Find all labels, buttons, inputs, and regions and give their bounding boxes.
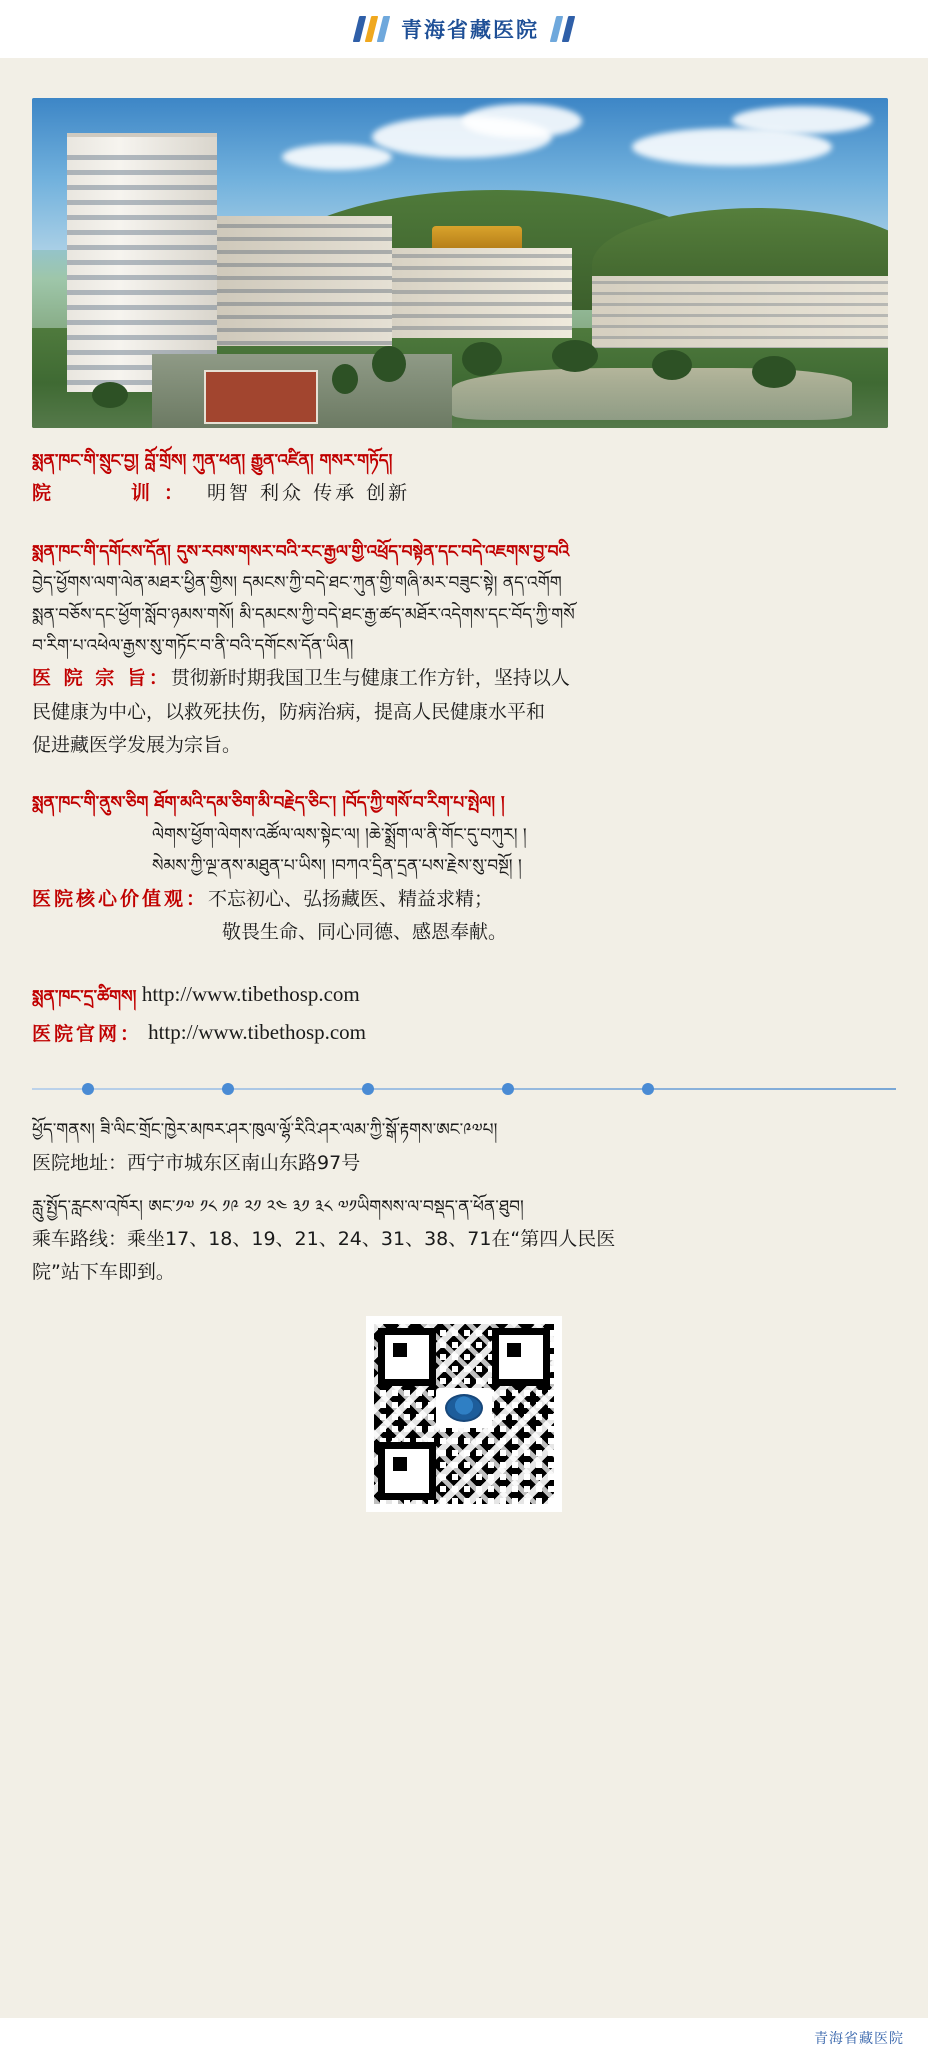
tree-shape xyxy=(332,364,358,394)
motto-value: 明智 利众 传承 创新 xyxy=(207,482,411,505)
tree-shape xyxy=(552,340,598,372)
tree-shape xyxy=(462,342,502,376)
bar-blue-icon xyxy=(353,16,366,42)
purpose-tibetan-line: བ་རིག་པ་འཕེལ་རྒྱས་སུ་གཏོང་བ་ནི་བའི་དགོངས་དོན་ཡིན། xyxy=(32,636,354,656)
motto-tibetan: སྨན་ཁང་གི་སྲུང་བྱ། བློ་གྲོས། ཀུན་ཕན། རྒྱུན་འཛིན། གསར་གཏོད། xyxy=(32,451,393,471)
tree-shape xyxy=(92,382,128,408)
website-url-link[interactable]: http://www.tibethosp.com xyxy=(148,1019,367,1044)
purpose-tibetan-line: སྨན་ཁང་གི་དགོངས་དོན། དུས་རབས་གསར་བའི་རང་རྒྱལ་གྱི་འཕྲོད་བསྟེན་དང་བདེ་འཇགས་བྱ་བའི xyxy=(32,541,570,562)
core-values-tibetan xyxy=(32,788,896,882)
cloud-shape xyxy=(462,104,582,138)
qr-finder-icon xyxy=(492,1328,550,1386)
mid-building xyxy=(217,216,392,346)
content-sheet xyxy=(0,58,928,2018)
hospital-logo-icon xyxy=(445,1394,483,1422)
tree-shape xyxy=(372,346,406,382)
purpose-cn xyxy=(32,662,896,762)
website-label: 医院官网： xyxy=(32,1022,143,1045)
bus-route-value-line: 院”站下车即到。 xyxy=(32,1261,175,1284)
golden-roof xyxy=(432,226,522,250)
page-footer xyxy=(0,2018,928,2058)
sports-court xyxy=(204,370,318,424)
bar-blue-icon xyxy=(562,16,575,42)
core-values-value-line: 不忘初心、弘扬藏医、精益求精； xyxy=(208,887,494,910)
website-block xyxy=(32,975,896,1051)
core-values-tibetan-line: ལེགས་ཕྱོག་ལེགས་འཚོལ་ལས་སྟེང་ལ། །ཆེ་སྨྲོག་ལ་ནི་གོང་དུ་བཀུར། ། xyxy=(152,824,527,845)
core-values-label: 医院核心价值观： xyxy=(32,887,209,910)
website-url-tibetan[interactable]: http://www.tibethosp.com xyxy=(141,982,360,1006)
qr-finder-icon xyxy=(378,1328,436,1386)
core-values-value-line: 敬畏生命、同心同德、感恩奉献。 xyxy=(222,920,508,943)
section-divider xyxy=(32,1077,896,1101)
bus-route-label: 乘车路线： xyxy=(32,1228,128,1251)
divider-dot xyxy=(642,1083,654,1095)
core-values-block xyxy=(32,788,896,949)
header-right-bars xyxy=(553,16,572,42)
tree-shape xyxy=(752,356,796,388)
bus-route-block xyxy=(32,1192,896,1290)
address-block xyxy=(32,1115,896,1180)
motto-block xyxy=(32,446,896,511)
address-cn xyxy=(32,1147,896,1180)
bar-lightblue-icon xyxy=(377,16,390,42)
address-tibetan: ཕྱོད་གནས། ཟི་ལིང་གྲོང་ཁྱེར་མཁར་ཤར་ཁུལ་ལྷོ་རིའི་ཤར་ལམ་ཀྱི་སྒོ་རྟགས་ཨང་༩༧པ། xyxy=(32,1120,498,1141)
footer-brand: 青海省藏医院 xyxy=(814,2031,904,2047)
divider-dot xyxy=(362,1083,374,1095)
bar-lightblue-icon xyxy=(550,16,563,42)
bus-route-value-line: 乘坐17、18、19、21、24、31、38、71在“第四人民医 xyxy=(127,1228,616,1251)
divider-dot xyxy=(502,1083,514,1095)
website-tibetan-label: སྨན་ཁང་དྲ་ཚིགས། xyxy=(32,987,137,1007)
hospital-exterior-photo xyxy=(32,98,888,428)
page-header xyxy=(0,0,928,58)
wechat-qr-code[interactable] xyxy=(374,1324,554,1504)
purpose-tibetan xyxy=(32,537,896,663)
divider-dot xyxy=(82,1083,94,1095)
purpose-label: 医 院 宗 旨： xyxy=(32,667,171,690)
purpose-value-line: 民健康为中心，以救死扶伤，防病治病，提高人民健康水平和 xyxy=(32,700,546,723)
core-values-tibetan-line: སེམས་ཀྱི་ལྔ་ནས་མཐུན་པ་ཡིས། །བཀའ་དྲིན་དྲན་པས་རྗེས་སུ་བསྔོ། ། xyxy=(152,856,522,877)
header-left-bars xyxy=(356,16,387,42)
divider-line xyxy=(32,1088,896,1090)
cloud-shape xyxy=(732,106,872,134)
purpose-value-line: 促进藏医学发展为宗旨。 xyxy=(32,733,242,756)
bus-route-tibetan: རླུ་སྤྱོད་རླངས་འཁོར། ཨང་༡༧ ༡༨ ༡༩ ༢༡ ༢༤ ༣༡ ༣༨ ༧༡ཡིགསས་ལ་བསྡད་ན་ཕོན་ཐུབ། xyxy=(32,1196,524,1217)
page-title: 青海省藏医院 xyxy=(401,18,539,42)
purpose-block xyxy=(32,537,896,763)
right-building xyxy=(392,248,572,338)
purpose-tibetan-line: སྨན་བཅོས་དང་ཕྱོག་སློབ་ཉམས་གསོ། མི་དམངས་ཀྱི་བདེ་ཐང་རྒྱ་ཚད་མཐོར་འདེགས་དང་བོད་ཀྱི་གསོ xyxy=(32,604,575,625)
core-values-cn xyxy=(32,883,896,950)
divider-dot xyxy=(222,1083,234,1095)
qr-finder-icon xyxy=(378,1442,436,1500)
website-cn-row xyxy=(32,1014,896,1051)
qr-code-container xyxy=(366,1316,562,1512)
bar-yellow-icon xyxy=(365,16,378,42)
motto-label: 院 训： xyxy=(32,482,198,505)
motto-cn-row xyxy=(32,477,896,510)
website-tibetan-row xyxy=(32,975,896,1014)
qr-center-logo xyxy=(436,1388,492,1428)
far-building xyxy=(592,276,888,348)
core-values-tibetan-line: སྨན་ཁང་གི་ནུས་ཅིག ཐོག་མའི་དམ་ཅིག་མི་བརྗེད་ཅིང་། །བོད་ཀྱི་གསོ་བ་རིག་པ་སྤེལ། ། xyxy=(32,793,505,814)
bus-route-cn xyxy=(32,1223,896,1290)
cloud-shape xyxy=(282,144,392,170)
address-label: 医院地址： xyxy=(32,1151,128,1174)
tree-shape xyxy=(652,350,692,380)
purpose-value-line: 贯彻新时期我国卫生与健康工作方针，坚持以人 xyxy=(170,667,570,690)
purpose-tibetan-line: བྱེད་ཕྱོགས་ལག་ལེན་མཐར་ཕྱིན་གྱིས། དམངས་ཀྱི་བདེ་ཐང་ཀུན་གྱི་གཞི་མར་བཟུང་སྟེ། ནད་འགོག xyxy=(32,573,562,594)
address-value: 西宁市城东区南山东路97号 xyxy=(127,1151,361,1174)
